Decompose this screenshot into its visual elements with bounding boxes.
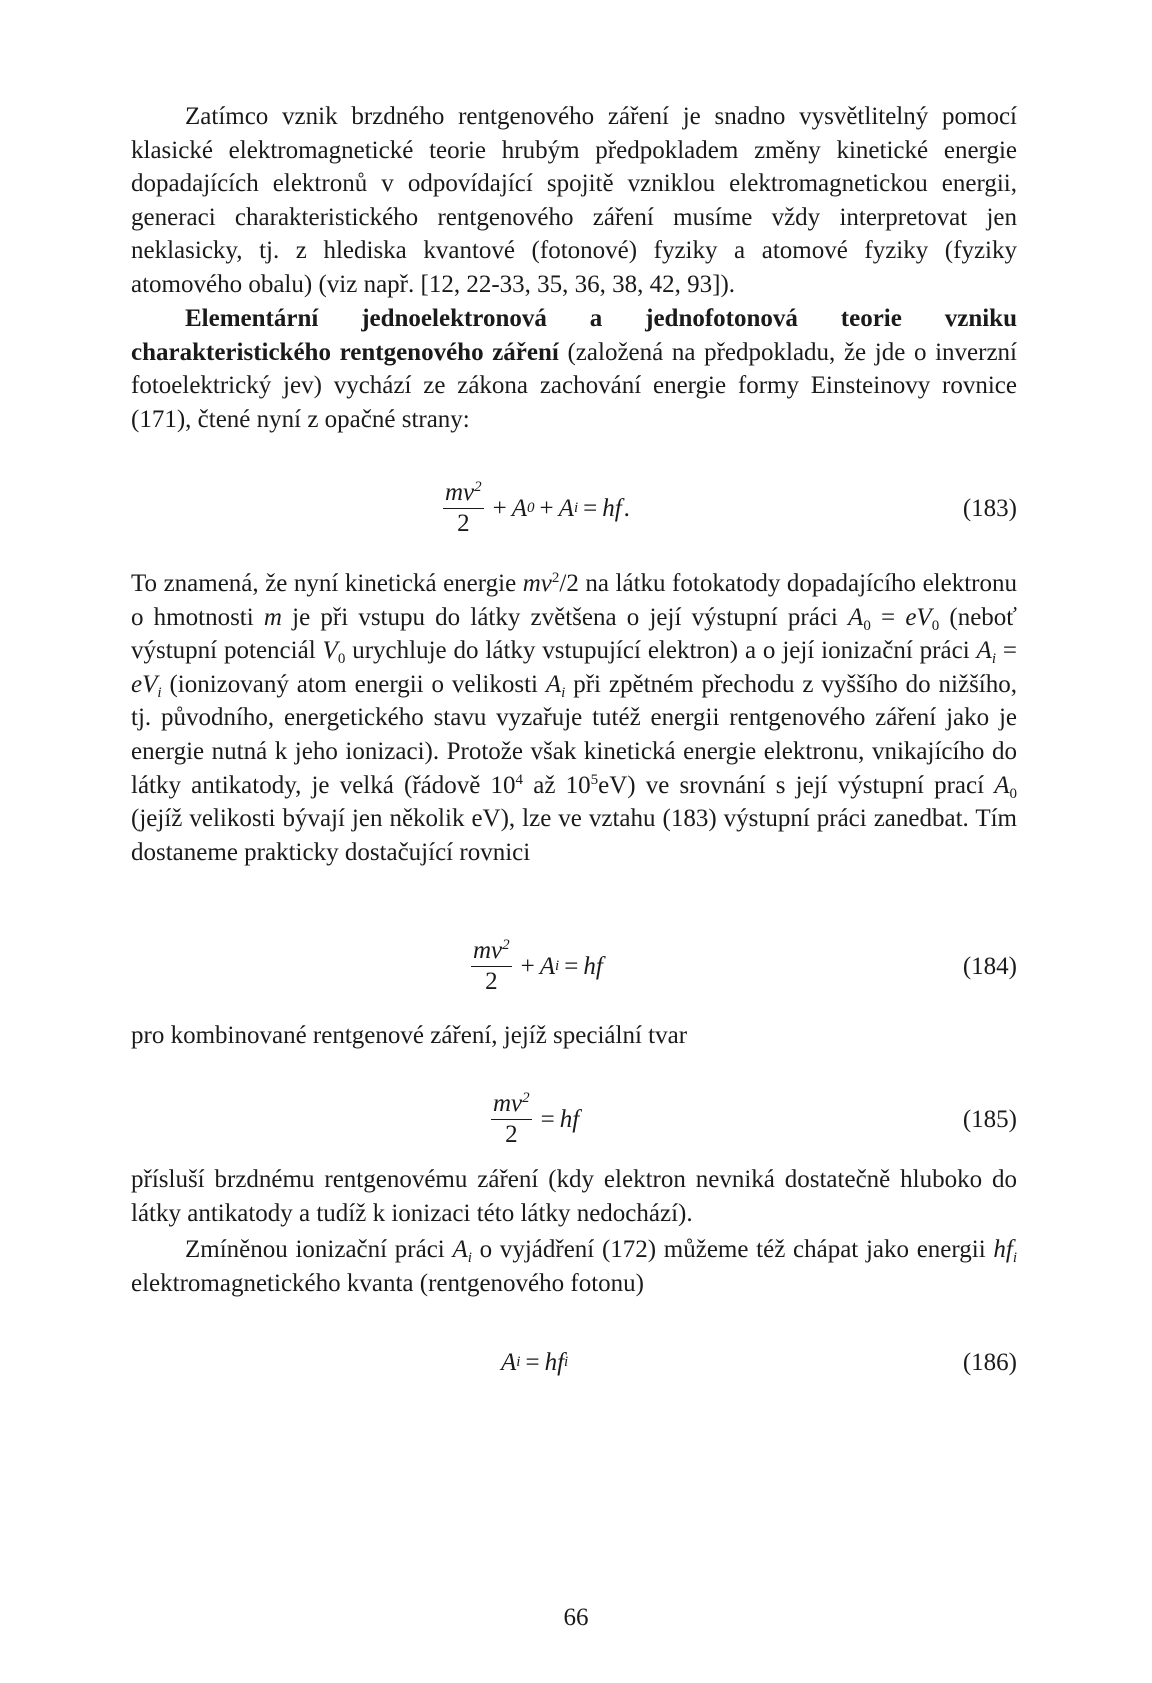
theory-text: (založená na předpokladu, že jde o inverzní fotoelektrický jev) vychází ze zákona zachování energie formy Einsteinovy rovnice (171), čtené nyní z opačné strany: [131,338,1017,433]
equation-185 [131,1079,1017,1159]
page-number: 66 [563,1604,589,1631]
fraction-mv2-over-2: $\frac{mv^2}{2}$ [493,1089,530,1148]
paragraph-explanation: To znamená, že nyní kinetická energie $mv^2/2$ na látku fotokatody dopadajícího elektronu o hmotnosti m je při vstupu do látky zvětšena o její výstupní práci $A_0 = eV_0$ (neboť výstupní potenciál $V_0$ urychluje do látky vstupující elektron) a o její ionizační práci $A_i = eV_i$ (ionizovaný atom energii o velikosti $A_i$ při zpětném přechodu z vyššího do nižšího, tj. původního, energetického stavu vyzařuje tutéž energii rentgenového záření jako je energie nutná k jeho ionizaci). Protože však kinetická energie elektronu, vnikajícího do látky antikatody, je velká (řádově $10^4$ až $10^5eV$) ve srovnání s její výstupní prací $A_0$ (jejíž velikosti bývají jen několik eV), lze ve vztahu (183) výstupní práci zanedbat. Tím dostaneme prakticky dostačující rovnici [131,570,1018,866]
equation-185-expression: $\frac{mv^2}{2}$ = hf [493,1089,580,1148]
equation-number-185: (185) [962,1105,1017,1133]
equation-183-expression: $\frac{mv^2}{2}$ + A 0 + A i = hf . [445,478,630,537]
equation-186 [131,1322,1017,1402]
equation-186-expression: A i = hf i [501,1348,569,1376]
paragraph-intro [131,100,1017,302]
paragraph-intro-text: Zatímco vznik brzdného rentgenového záření je snadno vysvětlitelný pomocí klasické elektromagnetické teorie hrubým předpokladem změny kinetické energie dopadajících elektronů v odpovídající spojitě vzniklou elektromagnetickou energii, generaci charakteristického rentgenového záření musíme vždy interpretovat jen neklasicky, tj. z hlediska kvantové (fotonové) fyziky a atomové fyziky (fyziky atomového obalu) (viz např. [12, 22-33, 35, 36, 38, 42, 93]). [131,103,1017,298]
equation-number-184: (184) [962,952,1017,980]
equation-183 [131,468,1017,548]
paragraph-theory [131,302,1017,436]
fraction-mv2-over-2: $\frac{mv^2}{2}$ [473,936,510,995]
equation-number-183: (183) [962,494,1017,522]
equation-184 [131,926,1017,1006]
paragraph-ionization: Zmíněnou ionizační práci $A_i$ o vyjádření (172) můžeme též chápat jako energii $hf_i$ elektromagnetického kvanta (rentgenového fotonu) [131,1236,1017,1297]
paragraph-combined: pro kombinované rentgenové záření, jejíž speciální tvar [131,1022,688,1049]
equation-184-expression: $\frac{mv^2}{2}$ + A i = hf [473,936,603,995]
theory-heading-bold: Elementární jednoelektronová a jednofotonová teorie vzniku charakteristického rentgenového záření [131,305,1017,366]
equation-number-186: (186) [962,1348,1017,1376]
fraction-mv2-over-2: $\frac{mv^2}{2}$ [445,478,482,537]
paragraph-bremsstrahlung: přísluší brzdnému rentgenovému záření (kdy elektron nevniká dostatečně hluboko do látky antikatody a tudíž k ionizaci této látky nedochází). [131,1166,1017,1227]
